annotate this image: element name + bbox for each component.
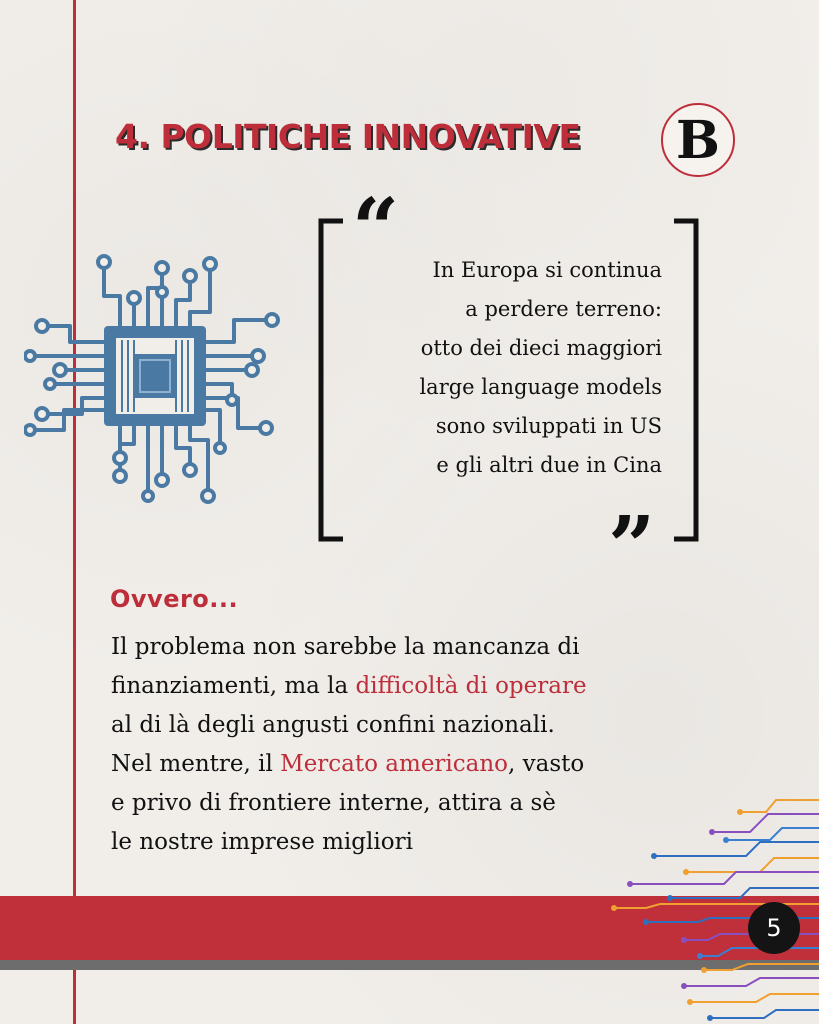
- left-accent-line: [73, 0, 76, 1024]
- quote-text: [302, 251, 662, 485]
- body-line: [111, 667, 751, 706]
- highlight-text: Mercato americano: [280, 751, 509, 777]
- body-text-segment: , vasto: [508, 751, 585, 777]
- open-quote-icon: “: [352, 181, 400, 277]
- page-title: 4. POLITICHE INNOVATIVE: [115, 117, 581, 156]
- quote-line: e gli altri due in Cina: [436, 453, 662, 477]
- body-text-segment: finanziamenti, ma la: [111, 673, 356, 699]
- quote-line: a perdere terreno:: [465, 297, 662, 321]
- body-line: [111, 745, 751, 784]
- body-text-segment: Nel mentre, il: [111, 751, 281, 777]
- body-line: le nostre imprese migliori: [111, 829, 413, 855]
- highlight-text: difficoltà di operare: [355, 673, 587, 699]
- brand-logo-icon: [661, 103, 735, 177]
- page-number-badge: 5: [748, 902, 800, 954]
- quote-line: otto dei dieci maggiori: [420, 336, 662, 360]
- quote-bracket-right: [670, 218, 700, 542]
- microchip-icon: [24, 244, 286, 506]
- body-line: Il problema non sarebbe la mancanza di: [111, 634, 580, 660]
- quote-line: sono sviluppati in US: [435, 414, 662, 438]
- quote-line: large language models: [419, 375, 662, 399]
- body-line: e privo di frontiere interne, attira a sè: [111, 790, 556, 816]
- quote-line: In Europa si continua: [432, 258, 662, 282]
- body-line: al di là degli angusti confini nazionali.: [111, 712, 555, 738]
- section-label: Ovvero...: [110, 585, 239, 613]
- logo-letter: B: [676, 109, 720, 171]
- close-quote-icon: ”: [608, 499, 656, 595]
- circuit-decoration-icon: [600, 780, 819, 1024]
